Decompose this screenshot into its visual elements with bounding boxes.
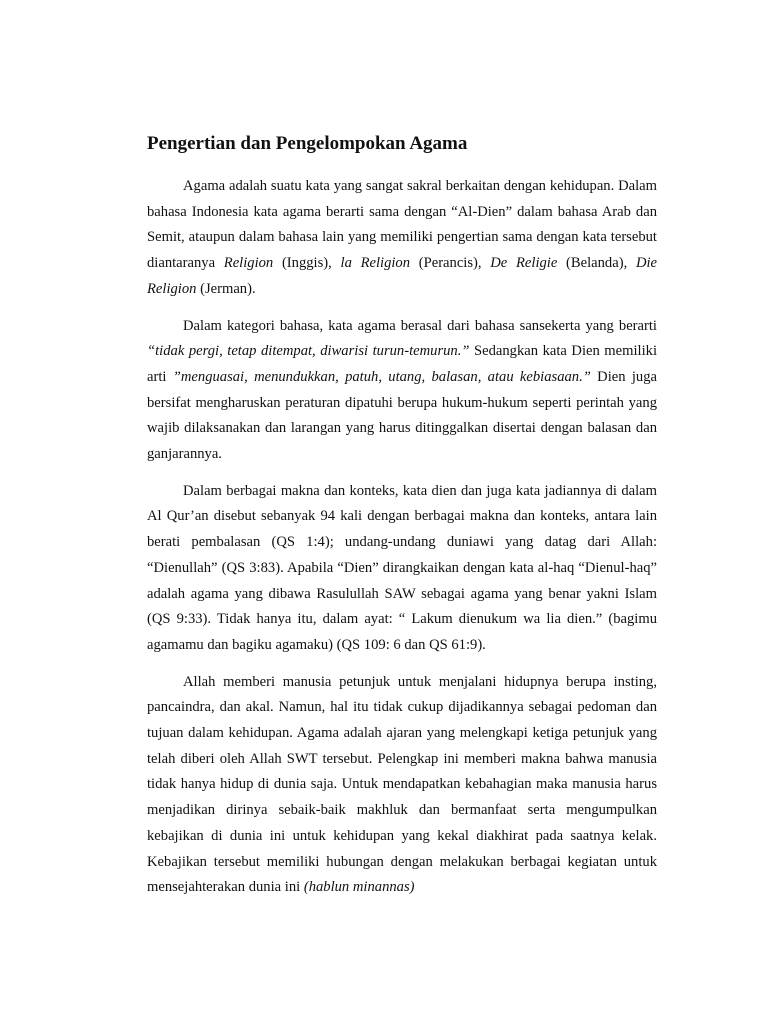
page-title: Pengertian dan Pengelompokan Agama [147,133,468,154]
paragraph-1-text: Agama adalah suatu kata yang sangat sakral berkaitan dengan kehidupan. Dalam bahasa Indonesia kata agama berarti sama dengan “Al-Dien” dalam bahasa Arab dan Semit, ataupun dalam bahasa lain yang memiliki pengertian sama dengan kata tersebut diantaranya [147,178,657,272]
paragraph-2-text: Dalam kategori bahasa, kata agama berasal dari bahasa sansekerta yang berarti [183,317,657,334]
paragraph-1-text: (Inggis), [273,255,341,272]
term-de-religie: De Religie [490,255,558,272]
paragraph-2-text: Sedangkan kata Dien memiliki arti [147,343,657,385]
paragraph-4 [147,670,657,901]
paragraph-2 [147,314,657,468]
paragraph-2-text: Dien juga bersifat mengharuskan peraturan dipatuhi berupa hukum-hukum seperti perintah yang wajib dilaksanakan dan larangan yang harus ditinggalkan disertai dengan balasan dan ganjarannya. [147,368,657,463]
quote-agama-meaning: “tidak pergi, tetap ditempat, diwarisi turun-temurun.” [147,343,470,360]
term-die-religion: Die Religion [147,255,658,297]
paragraph-4-text: Allah memberi manusia petunjuk untuk menjalani hidupnya berupa insting, pancaindra, dan akal. Namun, hal itu tidak cukup dijadikannya sebagai pedoman dan tujuan dalam kehidupan. Agama adalah ajaran yang melengkapi ketiga petunjuk yang telah diberi oleh Allah SWT tersebut. Pelengkap ini memberi makna bahwa manusia tidak hanya hidup di dunia saja. Untuk mendapatkan kebahagian maka manusia harus menjadikan dirinya sebaik-baik makhluk dan bermanfaat serta mengumpulkan kebajikan di dunia ini untuk kehidupan yang kekal diakhirat pada saatnya kelak. Kebajikan tersebut memiliki hubungan dengan melakukan berbagai kegiatan untuk mensejahterakan dunia ini [147,673,657,896]
document-page [147,132,657,912]
paragraph-1 [147,174,657,303]
paragraph-1-text: (Belanda), [557,255,636,272]
paragraph-1-text: (Jerman). [196,280,256,297]
paragraph-3: Dalam berbagai makna dan konteks, kata dien dan juga kata jadiannya di dalam Al Qur’an disebut sebanyak 94 kali dengan berbagai makna dan konteks, antara lain berati pembalasan (QS 1:4); undang-undang duniawi yang datag dari Allah: “Dienullah” (QS 3:83). Apabila “Dien” dirangkaikan dengan kata al-haq “Dienul-haq” adalah agama yang dibawa Rasulullah SAW sebagai agama yang benar yakni Islam (QS 9:33). Tidak hanya itu, dalam ayat: “ Lakum dienukum wa lia dien.” (bagimu agamamu dan bagiku agamaku) (QS 109: 6 dan QS 61:9). [147,482,657,653]
term-religion: Religion [223,255,274,272]
term-hablun-minannas: (hablun minannas) [303,879,415,896]
term-la-religion: la Religion [340,255,411,272]
paragraph-1-text: (Perancis), [410,255,491,272]
quote-dien-meaning: ”menguasai, menundukkan, patuh, utang, balasan, atau kebiasaan.” [172,368,591,385]
